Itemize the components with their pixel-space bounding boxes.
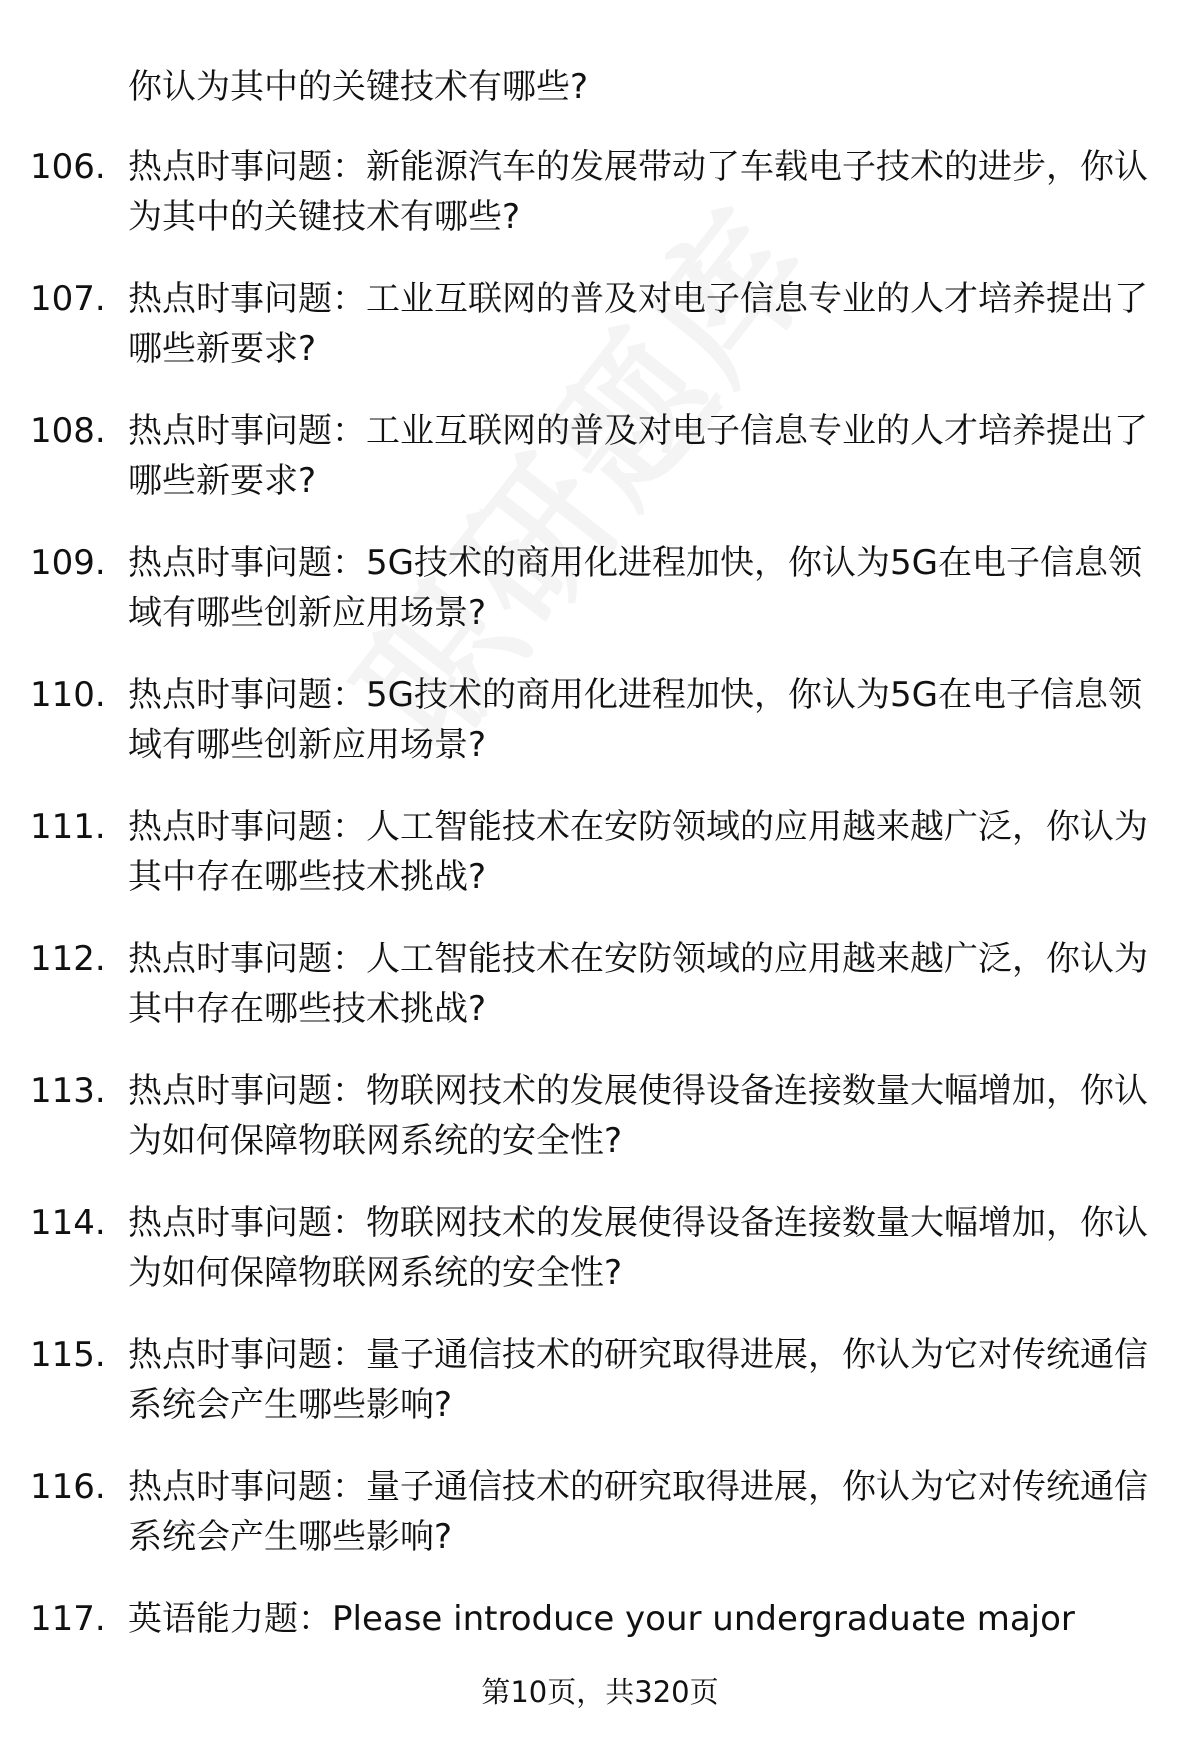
question-item	[0, 406, 1200, 538]
question-item	[0, 274, 1200, 406]
question-list	[0, 142, 1200, 1726]
question-item	[0, 802, 1200, 934]
question-number: 111.	[30, 807, 106, 847]
question-number: 115.	[30, 1335, 106, 1375]
question-item	[0, 1066, 1200, 1198]
question-text: 热点时事问题：量子通信技术的研究取得进展，你认为它对传统通信系统会产生哪些影响?	[128, 1467, 1148, 1557]
question-item	[0, 1198, 1200, 1330]
question-text: 热点时事问题：5G技术的商用化进程加快，你认为5G在电子信息领域有哪些创新应用场景?	[128, 543, 1142, 633]
question-text: 热点时事问题：物联网技术的发展使得设备连接数量大幅增加，你认为如何保障物联网系统的安全性?	[128, 1071, 1148, 1161]
question-text: 热点时事问题：量子通信技术的研究取得进展，你认为它对传统通信系统会产生哪些影响?	[128, 1335, 1148, 1425]
question-item	[0, 538, 1200, 670]
question-number: 109.	[30, 543, 106, 583]
question-item	[0, 934, 1200, 1066]
question-number: 107.	[30, 279, 106, 319]
question-text: 热点时事问题：人工智能技术在安防领域的应用越来越广泛，你认为其中存在哪些技术挑战?	[128, 807, 1148, 897]
question-item	[0, 670, 1200, 802]
question-number: 110.	[30, 675, 106, 715]
question-number: 106.	[30, 147, 106, 187]
question-number: 112.	[30, 939, 106, 979]
question-number: 114.	[30, 1203, 106, 1243]
question-text: 热点时事问题：人工智能技术在安防领域的应用越来越广泛，你认为其中存在哪些技术挑战?	[128, 939, 1148, 1029]
question-text: 热点时事问题：工业互联网的普及对电子信息专业的人才培养提出了哪些新要求?	[128, 411, 1148, 501]
question-item	[0, 1462, 1200, 1594]
question-number: 113.	[30, 1071, 106, 1111]
question-text: 热点时事问题：新能源汽车的发展带动了车载电子技术的进步，你认为其中的关键技术有哪些?	[128, 147, 1148, 237]
question-text: 英语能力题：Please introduce your undergraduate major	[128, 1599, 1075, 1639]
continued-question-text: 你认为其中的关键技术有哪些?	[128, 67, 589, 107]
page-footer: 第10页，共320页	[481, 1675, 719, 1709]
question-number: 116.	[30, 1467, 106, 1507]
question-item	[0, 142, 1200, 274]
question-text: 热点时事问题：物联网技术的发展使得设备连接数量大幅增加，你认为如何保障物联网系统的安全性?	[128, 1203, 1148, 1293]
question-text: 热点时事问题：5G技术的商用化进程加快，你认为5G在电子信息领域有哪些创新应用场景?	[128, 675, 1142, 765]
question-number: 108.	[30, 411, 106, 451]
question-text: 热点时事问题：工业互联网的普及对电子信息专业的人才培养提出了哪些新要求?	[128, 279, 1148, 369]
question-number: 117.	[30, 1599, 106, 1639]
question-item	[0, 1330, 1200, 1462]
